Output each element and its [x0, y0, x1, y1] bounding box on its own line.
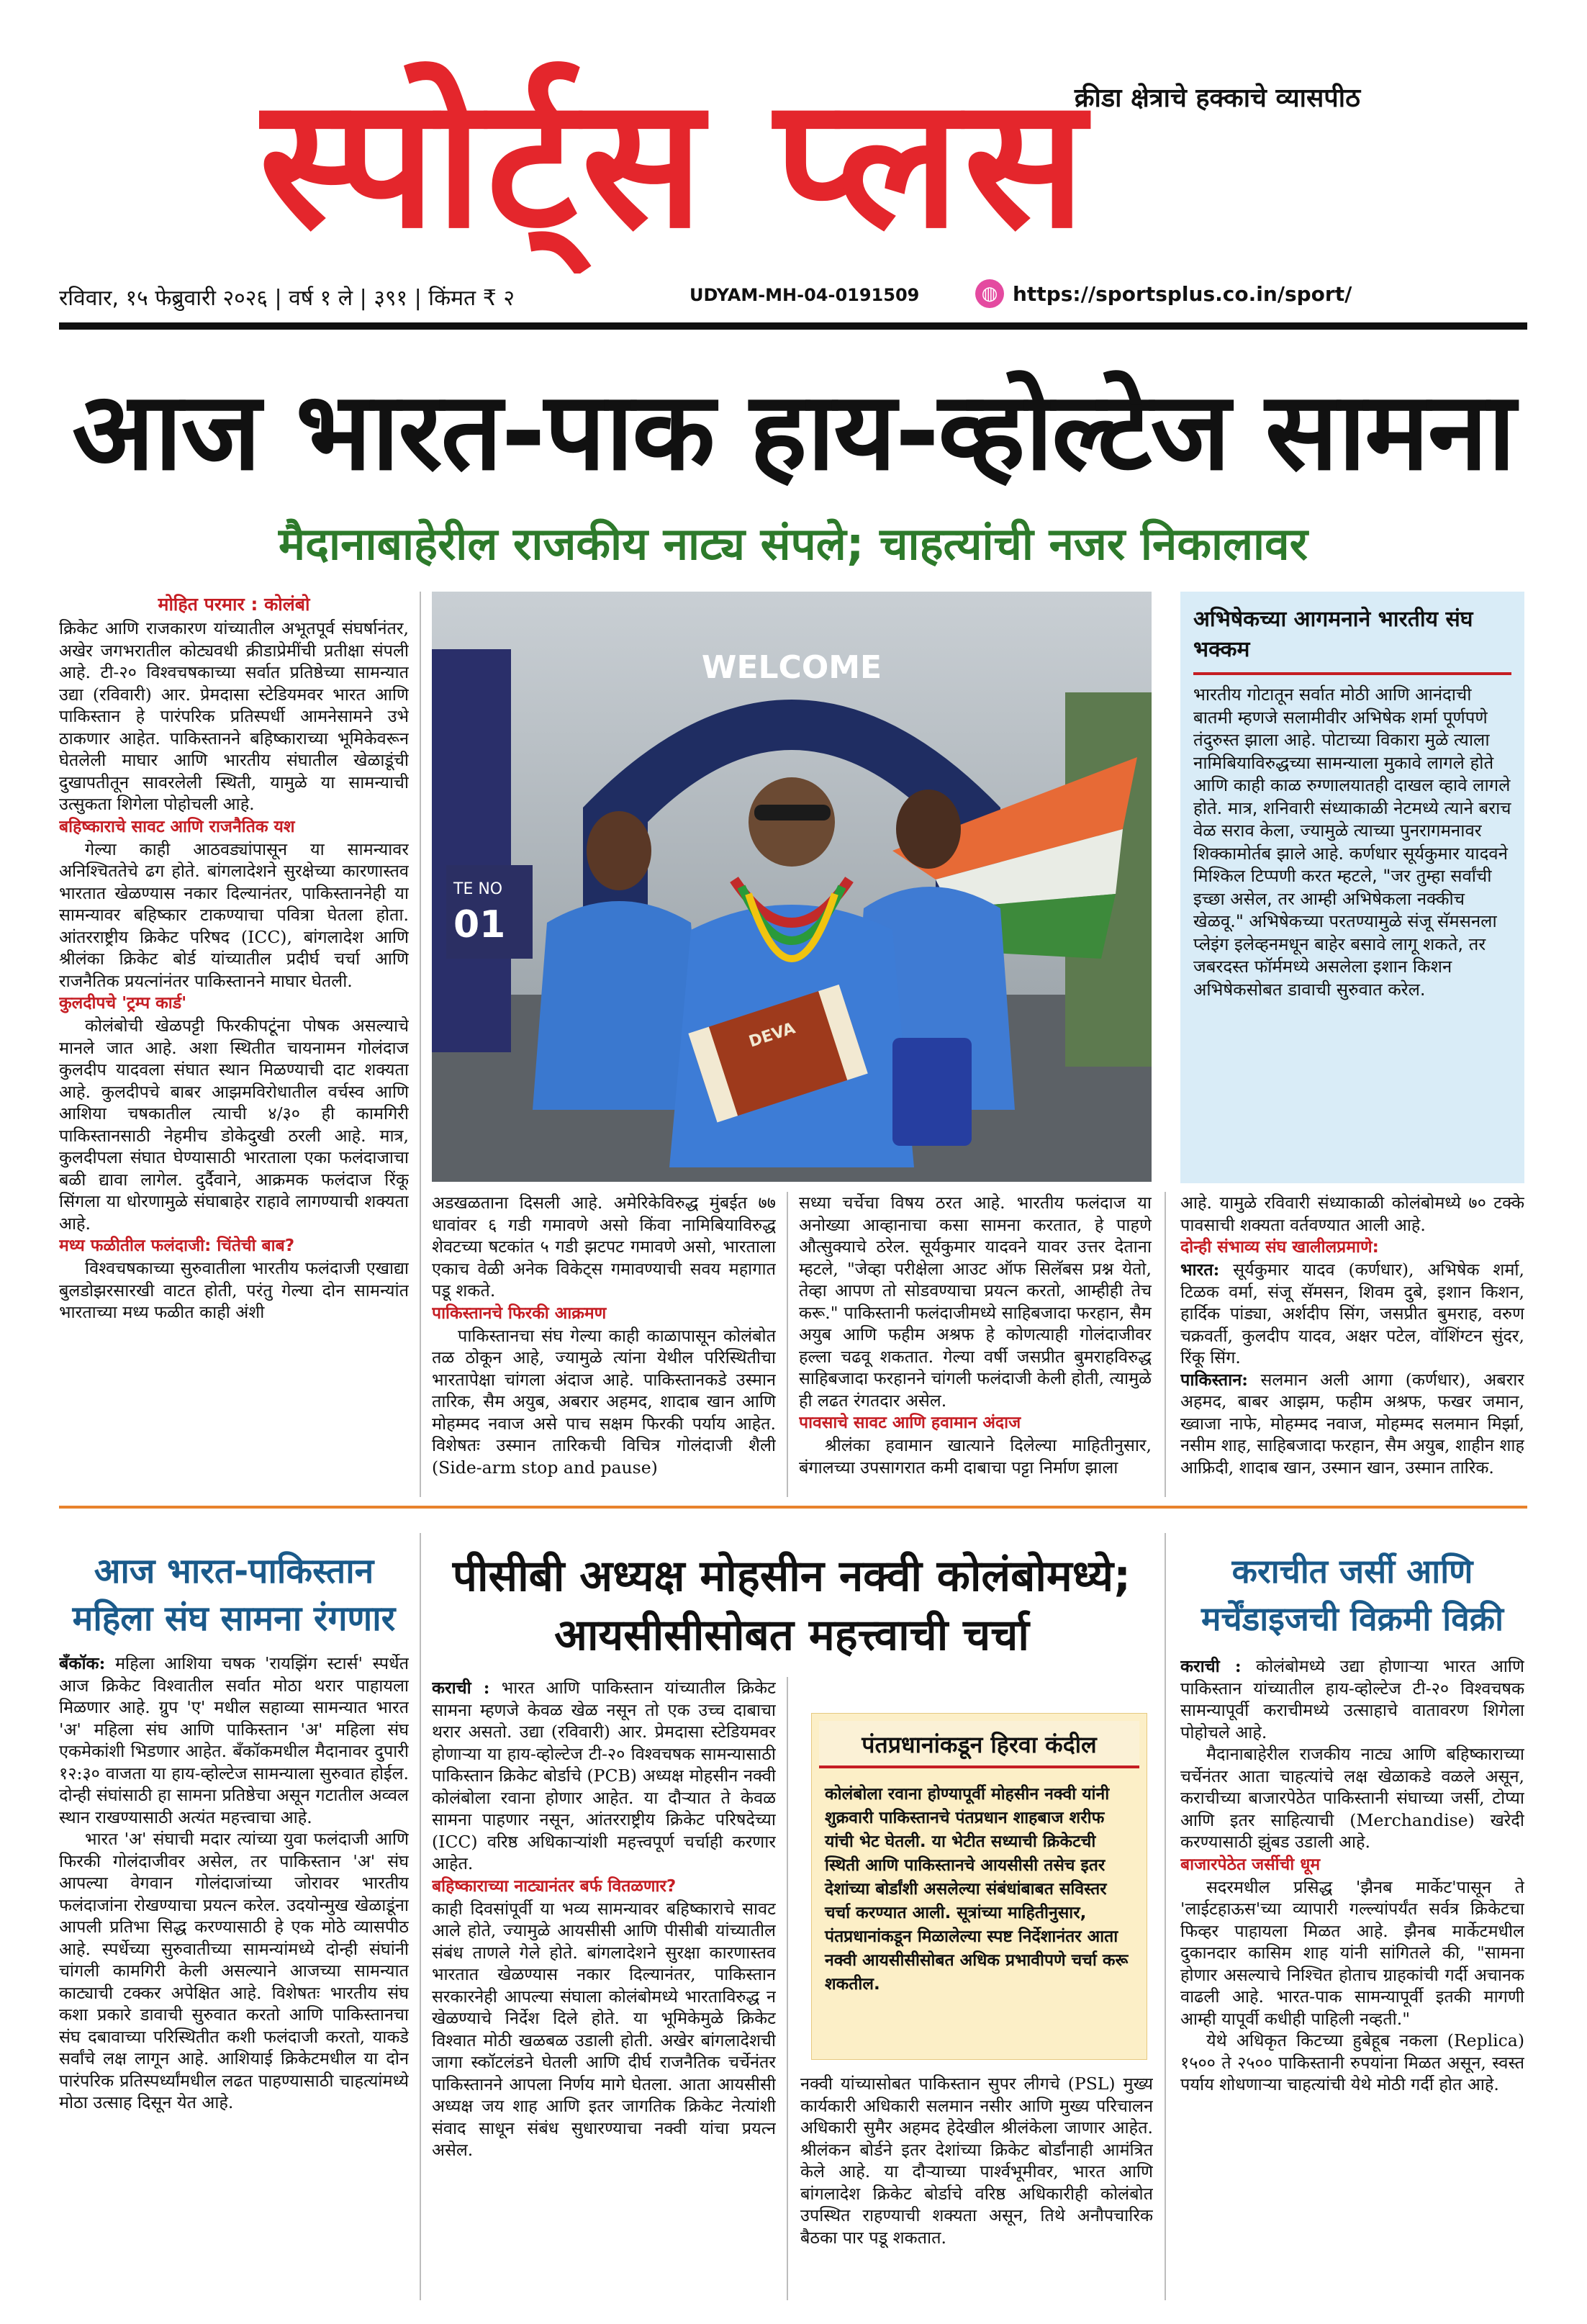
karachi-headline-line-2: मर्चेंडाइजची विक्रमी विक्री [1201, 1599, 1504, 1638]
column-divider [420, 1533, 421, 2300]
lead-column-3 [799, 1192, 1152, 1497]
women-headline-line-2: महिला संघ सामना रंगणार [72, 1599, 396, 1639]
paragraph: अडखळताना दिसली आहे. अमेरिकेविरुद्ध मुंबईत ७७ धावांवर ६ गडी गमावणे असो किंवा नामिबियाविरुद्ध शेवटच्या षटकांत ५ गडी झटपट गमावणे असो, भारताला एकाच वेळी अनेक विकेट्स गमावण्याची सवय महागात पडू शकते. [432, 1193, 776, 1301]
paragraph-text: महिला आशिया चषक 'रायझिंग स्टार्स' स्पर्धेत आज क्रिकेट विश्वातील सर्वात मोठा थरार पाहायला मिळणार आहे. ग्रुप 'ए' मधील सहाव्या सामन्यात भारत 'अ' महिला संघ आणि पाकिस्तान 'अ' महिला संघ एकमेकांशी भिडणार आहेत. बँकॉकमधील मैदानावर दुपारी १२:३० वाजता या हाय-व्होल्टेज सामन्याला सुरुवात होईल. दोन्ही संघांसाठी हा सामना प्रतिष्ठेचा असून गटातील अव्वल स्थान राखण्यासाठी अत्यंत महत्त्वाचा आहे. [59, 1653, 409, 1827]
paragraph [432, 1677, 776, 1875]
udyam-registration: UDYAM-MH-04-0191509 [689, 285, 920, 305]
paragraph: सध्या चर्चेचा विषय ठरत आहे. भारतीय फलंदाज या अनोख्या आव्हानाचा कसा सामना करतात, हे पाहणे औत्सुक्याचे ठरेल. सूर्यकुमार यादवने यावर उत्तर देताना म्हटले, "जेव्हा परीक्षेला आउट ऑफ सिलॅबस प्रश्न येतो, तेव्हा आपण तो सोडवण्याचा प्रयत्न करतो, आम्हीही तेच करू." पाकिस्तानी फलंदाजीमध्ये साहिबजादा फरहान, सैम अयुब आणि फहीम अश्रफ हे कोणत्याही गोलंदाजीवर हल्ला चढवू शकतात. गेल्या वर्षी जसप्रीत बुमराहविरुद्ध साहिबजादा फरहानने चांगली फलंदाजी केली होती, त्यामुळे ही लढत रंगतदार असेल. [799, 1193, 1152, 1411]
lead-column-4 [1180, 1192, 1524, 1497]
paragraph [1180, 1655, 1524, 1743]
pm-box-body: कोलंबोला रवाना होण्यापूर्वी मोहसीन नक्वी यांनी शुक्रवारी पाकिस्तानचे पंतप्रधान शाहबाज शरीफ यांची भेट घेतली. या भेटीत सध्याची क्रिकेटची स्थिती आणि पाकिस्तानचे आयसीसी तसेच इतर देशांच्या बोर्डांशी असलेल्या संबंधांबाबत सविस्तर चर्चा करण्यात आली. सूत्रांच्या माहितीनुसार, पंतप्रधानांकडून मिळालेल्या स्पष्ट निर्देशानंतर आता नक्वी आयसीसीसोबत अधिक प्रभावीपणे चर्चा करू शकतील. [825, 1785, 1129, 1994]
paragraph: कोलंबोची खेळपट्टी फिरकीपटूंना पोषक असल्याचे मानले जात आहे. अशा स्थितीत चायनामन गोलंदाज कुलदीप यादवला संघात स्थान मिळण्याची दाट शक्यता आहे. कुलदीपचे बाबर आझमविरोधातील वर्चस्व आणि आशिया चषकातील त्याची ४/३० ही कामगिरी पाकिस्तानसाठी नेहमीच डोकेदुखी ठरली आहे. मात्र, कुलदीपला संघात घेण्यासाठी भारताला एका फलंदाजाचा बळी द्यावा लागेल. दुर्दैवाने, आक्रमक फलंदाज रिंकू सिंगला या धोरणामुळे संघाबाहेर राहावे लागण्याची शक्यता आहे. [59, 1016, 409, 1234]
subheading: पावसाचे सावट आणि हवामान अंदाज [799, 1414, 1021, 1432]
paragraph: आहे. यामुळे रविवारी संध्याकाळी कोलंबोमध्ये ७० टक्के पावसाची शक्यता वर्तवण्यात आली आहे. [1180, 1193, 1524, 1235]
gate-number: 01 [453, 903, 506, 946]
paragraph: सदरमधील प्रसिद्ध 'झैनब मार्केट'पासून ते 'लाईटहाऊस'च्या व्यापारी गल्ल्यांपर्यंत सर्वत्र क्रिकेटचा फिव्हर पाहायला मिळत आहे. झैनब मार्केटमधील दुकानदार कासिम शाह यांनी सांगितले की, "सामना होणार असल्याचे निश्चित होताच ग्राहकांची गर्दी अचानक वाढली आहे. भारत-पाक सामन्यापूर्वी इतकी मागणी आम्ही यापूर्वी कधीही पाहिली नव्हती." [1180, 1876, 1524, 2029]
sidebar-body: भारतीय गोटातून सर्वात मोठी आणि आनंदाची बातमी म्हणजे सलामीवीर अभिषेक शर्मा पूर्णपणे तंदुरुस्त झाला आहे. पोटाच्या विकारा मुळे त्याला नामिबियाविरुद्धच्या सामन्याला मुकावे लागले होते आणि काही काळ रुग्णालयातही दाखल व्हावे लागले होते. मात्र, शनिवारी संध्याकाळी नेटमध्ये त्याने बराच वेळ सराव केला, ज्यामुळे त्याच्या पुनरागमनावर शिक्कामोर्तब झाले आहे. कर्णधार सूर्यकुमार यादवने मिश्किल टिप्पणी करत म्हटले, "जर तुम्हा सर्वांची इच्छा असेल, तर आम्ही अभिषेकला नक्कीच खेळवू." अभिषेकच्या परतण्यामुळे संजू सॅमसनला प्लेइंग इलेव्हनमधून बाहेर बसावे लागू शकते, तर जबरदस्त फॉर्ममध्ये असलेला इशान किशन अभिषेकसोबत डावाची सुरुवात करेल. [1193, 684, 1511, 1000]
subheading: पाकिस्तानचे फिरकी आक्रमण [432, 1303, 607, 1323]
women-story-body [59, 1652, 409, 2300]
main-headline: आज भारत-पाक हाय-व्होल्टेज सामना [72, 369, 1514, 494]
women-headline-line-1: आज भारत-पाकिस्तान [94, 1551, 374, 1591]
squad-label: पाकिस्तान: [1180, 1369, 1248, 1390]
column-divider [787, 1192, 788, 1497]
main-subheadline: मैदानाबाहेरील राजकीय नाट्य संपले; चाहत्यांची नजर निकालावर [279, 517, 1308, 570]
paragraph [59, 1652, 409, 1828]
paragraph: पाकिस्तानचा संघ गेल्या काही काळापासून कोलंबोत तळ ठोकून आहे, ज्यामुळे त्यांना येथील परिस्थितीचा भारतापेक्षा चांगला अंदाज आहे. पाकिस्तानकडे उस्मान तारिक, सैम अयुब, अबरार अहमद, शादाब खान आणि मोहम्मद नवाज असे पाच सक्षम फिरकी पर्याय आहेत. विशेषतः उस्मान तारिकची विचित्र गोलंदाजी शैली (Side-arm stop and pause) [432, 1325, 776, 1478]
paragraph: विश्वचषकाच्या सुरुवातीला भारतीय फलंदाजी एखाद्या बुलडोझरसारखी वाटत होती, परंतु गेल्या दोन सामन्यांत भारताच्या मध्य फळीत काही अंशी [59, 1258, 409, 1322]
sidebar-box [1180, 592, 1524, 1183]
subheading: बहिष्काराच्या नाट्यानंतर बर्फ वितळणार? [432, 1876, 677, 1896]
masthead-rule [59, 322, 1527, 330]
paragraph: क्रिकेट आणि राजकारण यांच्यातील अभूतपूर्व संघर्षानंतर, अखेर जगभरातील कोट्यवधी क्रीडाप्रेमींची प्रतीक्षा संपली आहे. टी-२० विश्वचषकाच्या सर्वात प्रतिष्ठेच्या सामन्यात उद्या (रविवारी) आर. प्रेमदासा स्टेडियमवर भारत आणि पाकिस्तान हे पारंपरिक प्रतिस्पर्धी आमनेसामने उभे ठाकणार आहेत. पाकिस्तानने बहिष्काराच्या भूमिकेवरून घेतलेली माघार आणि भारतीय संघातील खेळाडूंची दुखापतीतून सावरलेली स्थिती, यामुळे या सामन्याची उत्सुकता शिगेला पोहोचली आहे. [59, 618, 409, 814]
website-block[interactable] [975, 278, 1352, 311]
welcome-sign: WELCOME [701, 649, 882, 686]
subheading: मध्य फळीतील फलंदाजी: चिंतेची बाब? [59, 1236, 295, 1255]
lead-column-2 [432, 1192, 776, 1497]
karachi-story-body [1180, 1655, 1524, 2300]
lead-photo [432, 592, 1152, 1182]
paragraph: काही दिवसांपूर्वी या भव्य सामन्यावर बहिष्काराचे सावट आले होते, ज्यामुळे आयसीसी आणि पीसीबी यांच्यातील संबंध ताणले गेले होते. बांगलादेशने सुरक्षा कारणास्तव भारतात खेळण्यास नकार दिल्यानंतर, पाकिस्तान सरकारनेही आपल्या संघाला कोलंबोमध्ये भारताविरुद्ध न खेळण्याचे निर्देश दिले होते. या भूमिकेमुळे क्रिकेट विश्वात मोठी खळबळ उडाली होती. अखेर बांगलादेशची जागा स्कॉटलंडने घेतली आणि दीर्घ राजनैतिक चर्चेनंतर पाकिस्तानने आपला निर्णय मागे घेतला. आता आयसीसी अध्यक्ष जय शाह आणि इतर जागतिक क्रिकेट नेत्यांशी संवाद साधून संबंध सुधारण्याचा नक्वी यांचा प्रयत्न असेल. [432, 1898, 776, 2160]
pm-box [811, 1713, 1147, 2060]
dateline: रविवार, १५ फेब्रुवारी २०२६ | वर्ष १ ले | ३९१ | किंमत ₹ २ [59, 286, 515, 311]
paragraph-text: कोलंबोमध्ये उद्या होणाऱ्या भारत आणि पाकिस्तान यांच्यातील हाय-व्होल्टेज टी-२० विश्वचषक सामन्यापूर्वी कराचीमध्ये उत्साहाचे वातावरण शिगेला पोहोचले आहे. [1180, 1656, 1524, 1742]
dateline-place: कराची : [432, 1678, 490, 1698]
masthead-tagline: क्रीडा क्षेत्राचे हक्काचे व्यासपीठ [1074, 83, 1360, 113]
dribbble-icon: ◍ [975, 279, 1004, 308]
lead-column-1 [59, 592, 409, 1497]
subheading: दोन्ही संभाव्य संघ खालीलप्रमाणे: [1180, 1238, 1379, 1257]
byline: मोहित परमार : कोलंबो [158, 594, 310, 615]
sidebar-title: अभिषेकच्या आगमनाने भारतीय संघ भक्कम [1193, 607, 1473, 662]
paragraph-text: भारत आणि पाकिस्तान यांच्यातील क्रिकेट सामना म्हणजे केवळ खेळ नसून तो एक उच्च दाबाचा थरार असतो. उद्या (रविवारी) आर. प्रेमदासा स्टेडियमवर होणाऱ्या या हाय-व्होल्टेज टी-२० विश्वचषक सामन्यासाठी पाकिस्तान क्रिकेट बोर्डाचे (PCB) अध्यक्ष मोहसीन नक्वी कोलंबोला रवाना होणार आहेत. या दौऱ्यात ते केवळ सामना पाहणार नसून, आंतरराष्ट्रीय क्रिकेट परिषदेच्या (ICC) वरिष्ठ अधिकाऱ्यांशी महत्त्वपूर्ण चर्चाही करणार आहेत. [432, 1678, 776, 1873]
dateline-place: बँकॉक: [59, 1653, 106, 1673]
squad-list: सूर्यकुमार यादव (कर्णधार), अभिषेक शर्मा, टिळक वर्मा, संजू सॅमसन, शिवम दुबे, इशान किशन, हार्दिक पांड्या, अर्शदीप सिंग, जसप्रीत बुमराह, वरुण चक्रवर्ती, कुलदीप यादव, अक्षर पटेल, वॉशिंग्टन सुंदर, रिंकू सिंग. [1180, 1260, 1524, 1367]
column-divider [1165, 1192, 1166, 1497]
column-divider [787, 1677, 788, 2300]
pcb-story-column-2 [800, 2073, 1153, 2300]
subheading: बहिष्काराचे सावट आणि राजनैतिक यश [59, 817, 295, 836]
subheading: कुलदीपचे 'ट्रम्प कार्ड' [59, 994, 187, 1013]
pm-box-title: पंतप्रधानांकडून हिरवा कंदील [819, 1721, 1139, 1768]
dateline-place: कराची : [1180, 1656, 1242, 1676]
drum-label: DEVA [746, 1019, 798, 1052]
paragraph: नक्वी यांच्यासोबत पाकिस्तान सुपर लीगचे (PSL) मुख्य कार्यकारी अधिकारी सलमान नसीर आणि मुख्य परिचालन अधिकारी सुमैर अहमद हेदेखील श्रीलंकेला जाणार आहेत. श्रीलंकन बोर्डने इतर देशांच्या क्रिकेट बोर्डांनाही आमंत्रित केले आहे. या दौऱ्याच्या पार्श्वभूमीवर, भारत आणि बांगलादेश क्रिकेट बोर्डाचे वरिष्ठ अधिकारीही कोलंबोत उपस्थित राहण्याची शक्यता असून, तिथे अनौपचारिक बैठका पार पडू शकतात. [800, 2074, 1153, 2248]
masthead-title: स्पोर्ट्स प्लस [259, 56, 1090, 268]
squad-india [1180, 1259, 1524, 1369]
squad-list: सलमान अली आगा (कर्णधार), अबरार अहमद, बाबर आझम, फहीम अश्रफ, फखर जमान, ख्वाजा नाफे, मोहम्मद नवाज, मोहम्मद सलमान मिर्झा, नसीम शाह, साहिबजादा फरहान, सैम अयुब, शाहीन शाह आफ्रिदी, शादाब खान, उस्मान खान, उस्मान तारिक. [1180, 1369, 1524, 1478]
karachi-headline-line-1: कराचीत जर्सी आणि [1231, 1552, 1473, 1591]
paragraph: मैदानाबाहेरील राजकीय नाट्य आणि बहिष्काराच्या चर्चेनंतर आता चाहत्यांचे लक्ष खेळाकडे वळले असून, कराचीच्या बाजारपेठेत पाकिस्तानी संघाच्या जर्सी, टोप्या आणि इतर साहित्याची (Merchandise) खरेदी करण्यासाठी झुंबड उडाली आहे. [1180, 1744, 1524, 1852]
fans-photo [432, 592, 1152, 1182]
paragraph: भारत 'अ' संघाची मदार त्यांच्या युवा फलंदाजी आणि फिरकी गोलंदाजीवर असेल, तर पाकिस्तान 'अ' संघ आपल्या वेगवान गोलंदाजांच्या जोरावर भारतीय फलंदाजांना रोखण्याचा प्रयत्न करेल. उदयोन्मुख खेळाडूंना आपली प्रतिभा सिद्ध करण्यासाठी हे एक मोठे व्यासपीठ आहे. स्पर्धेच्या सुरुवातीच्या सामन्यांमध्ये दोन्ही संघांनी चांगली कामगिरी केली असल्याने आजच्या सामन्यात काट्याची टक्कर अपेक्षित आहे. विशेषतः भारतीय संघ कशा प्रकारे डावाची सुरुवात करतो आणि पाकिस्तानचा संघ दबावाच्या परिस्थितीत कशी फलंदाजी करतो, याकडे सर्वांचे लक्ष लागून आहे. आशियाई क्रिकेटमधील या दोन पारंपरिक प्रतिस्पर्ध्यांमधील लढत पाहण्यासाठी चाहत्यांमध्ये मोठा उत्साह दिसून येत आहे. [59, 1829, 409, 2112]
column-divider [420, 592, 421, 1497]
paragraph: येथे अधिकृत किटच्या हुबेहूब नकला (Replica) १५०० ते २५०० पाकिस्तानी रुपयांना मिळत असून, स्वस्त पर्याय शोधणाऱ्या चाहत्यांची येथे मोठी गर्दी होत आहे. [1180, 2030, 1524, 2094]
column-divider [1165, 1533, 1166, 2300]
pcb-story-column-1 [432, 1677, 776, 2300]
paragraph: गेल्या काही आठवड्यांपासून या सामन्यावर अनिश्चिततेचे ढग होते. बांगलादेशने सुरक्षेच्या कारणास्तव भारतात खेळण्यास नकार दिल्यानंतर, पाकिस्ताननेही या सामन्यावर बहिष्कार टाकण्याचा पवित्रा घेतला होता. आंतरराष्ट्रीय क्रिकेट परिषद (ICC), बांगलादेश आणि श्रीलंका क्रिकेट बोर्ड यांच्यातील प्रदीर्घ चर्चा आणि राजनैतिक प्रयत्नांनंतर पाकिस्तानने माघार घेतली. [59, 838, 409, 991]
paragraph: श्रीलंका हवामान खात्याने दिलेल्या माहितीनुसार, बंगालच्या उपसागरात कमी दाबाचा पट्टा निर्माण झाला [799, 1435, 1152, 1478]
website-link[interactable]: https://sportsplus.co.in/sport/ [1013, 282, 1352, 306]
section-rule [59, 1506, 1527, 1509]
pcb-headline-line-1: पीसीबी अध्यक्ष मोहसीन नक्वी कोलंबोमध्ये; [452, 1551, 1131, 1601]
gate-sign: TE NO [453, 880, 503, 898]
pcb-headline-line-2: आयसीसीसोबत महत्त्वाची चर्चा [554, 1610, 1029, 1660]
sidebar-rule [1193, 672, 1511, 675]
squad-label: भारत: [1180, 1260, 1220, 1280]
subheading: बाजारपेठेत जर्सीची धूम [1180, 1855, 1321, 1874]
squad-pakistan [1180, 1369, 1524, 1479]
